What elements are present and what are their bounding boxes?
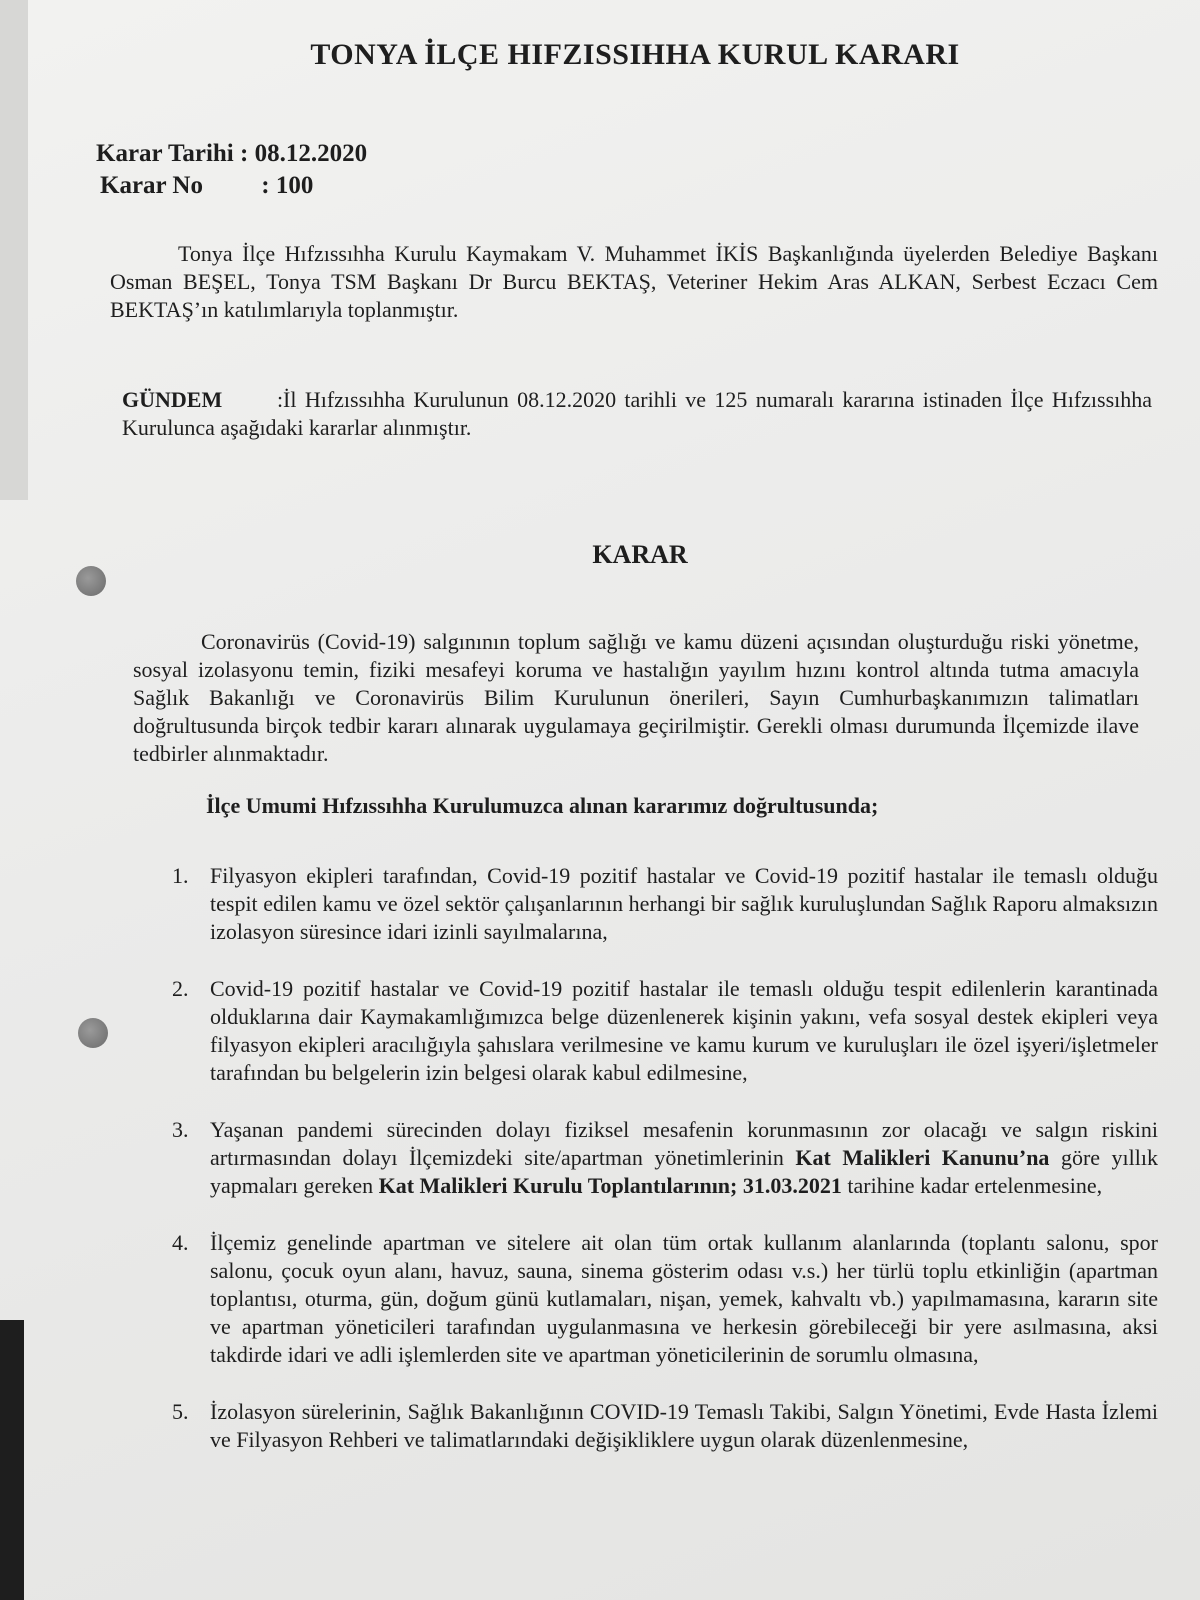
agenda-paragraph [122,386,1152,442]
item-text-part: tarihine kadar ertelenmesine, [841,1173,1103,1198]
item-text: Filyasyon ekipleri tarafından, Covid-19 pozitif hastalar ve Covid-19 pozitif hastalar ile temaslı olduğu tespit edilen kamu ve özel sektör çalışanlarının herhangi bir sağlık kuruluşlundan Sağlık Raporu almaksızın izolasyon süresince idari izinli sayılmalarına, [210,863,1158,944]
list-item [150,1398,1158,1454]
item-number: 5. [172,1399,189,1424]
punch-hole [76,566,106,596]
page-edge-shadow [0,1320,24,1600]
decision-date [96,140,367,168]
decision-number [100,172,313,200]
subheading: İlçe Umumi Hıfzıssıhha Kurulumuzca alınan kararımız doğrultusunda; [206,793,879,818]
page-edge [0,0,28,500]
item-number: 2. [172,976,189,1001]
decision-number-value: : 100 [261,172,314,199]
item-number: 1. [172,863,189,888]
document-title: TONYA İLÇE HIFZISSIHHA KURUL KARARI [310,38,960,71]
item-text-part: Yaşanan pandemi sürecinden dolayı fiziksel mesafenin korunmasının zor olacağı ve salgın riskini artırmasından dolayı İlçemizdeki site/apartman yönetimlerinin [210,1117,1158,1170]
item-text: İzolasyon sürelerinin, Sağlık Bakanlığının COVID-19 Temaslı Takibi, Salgın Yönetimi, Evde Hasta İzlemi ve Filyasyon Rehberi ve talimatlarındaki değişikliklere uygun olarak düzenlenmesine, [210,1399,1158,1452]
decision-heading: KARAR [592,540,688,569]
list-item [150,1229,1158,1369]
body-paragraph: Coronavirüs (Covid-19) salgınının toplum sağlığı ve kamu düzeni açısından oluşturduğu riski yönetme, sosyal izolasyonu temin, fiziki mesafeyi koruma ve hastalığın yayılım hızını kontrol altında tutma amacıyla Sağlık Bakanlığı ve Coronavirüs Bilim Kurulunun önerileri, Sayın Cumhurbaşkanımızın talimatları doğrultusunda birçok tedbir kararı alınarak uygulamaya geçirilmiştir. Gerekli olması durumunda İlçemizde ilave tedbirler alınmaktadır. [133,629,1139,766]
decision-date-value: 08.12.2020 [254,140,368,167]
intro-paragraph: Tonya İlçe Hıfzıssıhha Kurulu Kaymakam V. Muhammet İKİS Başkanlığında üyelerden Belediye Başkanı Osman BEŞEL, Tonya TSM Başkanı Dr Burcu BEKTAŞ, Veteriner Hekim Aras ALKAN, Serbest Eczacı Cem BEKTAŞ’ın katılımlarıyla toplanmıştır. [110,241,1158,322]
item-bold-text: Kat Malikleri Kanunu’na [795,1145,1050,1170]
agenda-text: :İl Hıfzıssıhha Kurulunun 08.12.2020 tarihli ve 125 numaralı kararına istinaden İlçe Hıfzıssıhha Kurulunca aşağıdaki kararlar alınmıştır. [122,387,1153,440]
decision-number-label: Karar No [100,172,203,199]
item-number: 3. [172,1117,189,1142]
item-bold-text: Kat Malikleri Kurulu Toplantılarının; 31.03.2021 [378,1173,842,1198]
item-text-part: göre yıllık yapmaları gereken [210,1145,1158,1198]
decision-date-label: Karar Tarihi : [96,140,249,167]
item-text: Covid-19 pozitif hastalar ve Covid-19 pozitif hastalar ile temaslı olduğu tespit edilenlerin karantinada olduklarına dair Kaymakamlığımızca belge düzenlenerek kişinin yakını, vefa sosyal destek ekipleri veya filyasyon ekipleri aracılığıyla şahıslara verilmesine ve kamu kurum ve kuruluşları ile özel işyeri/işletmeler tarafından bu belgelerin izin belgesi olarak kabul edilmesine, [210,976,1158,1085]
item-number: 4. [172,1230,189,1255]
list-item [150,975,1158,1087]
decision-list [150,862,1158,1483]
list-item [150,1116,1158,1200]
agenda-label: GÜNDEM [122,387,223,412]
item-text: İlçemiz genelinde apartman ve sitelere ait olan tüm ortak kullanım alanlarında (toplantı salonu, spor salonu, çocuk oyun alanı, havuz, sauna, sinema gösterim odası v.s.) her türlü toplu etkinliğin (apartman toplantısı, oturma, gün, doğum günü kutlamaları, nişan, yemek, kahvaltı vb.) yapılmamasına, kararın site ve apartman yöneticileri tarafından uygulanmasına ve herkesin görebileceği bir yere asılmasına, aksi takdirde idari ve adli işlemlerden site ve apartman yöneticilerinin de sorumlu olmasına, [210,1230,1158,1367]
list-item [150,862,1158,946]
punch-hole [78,1018,108,1048]
